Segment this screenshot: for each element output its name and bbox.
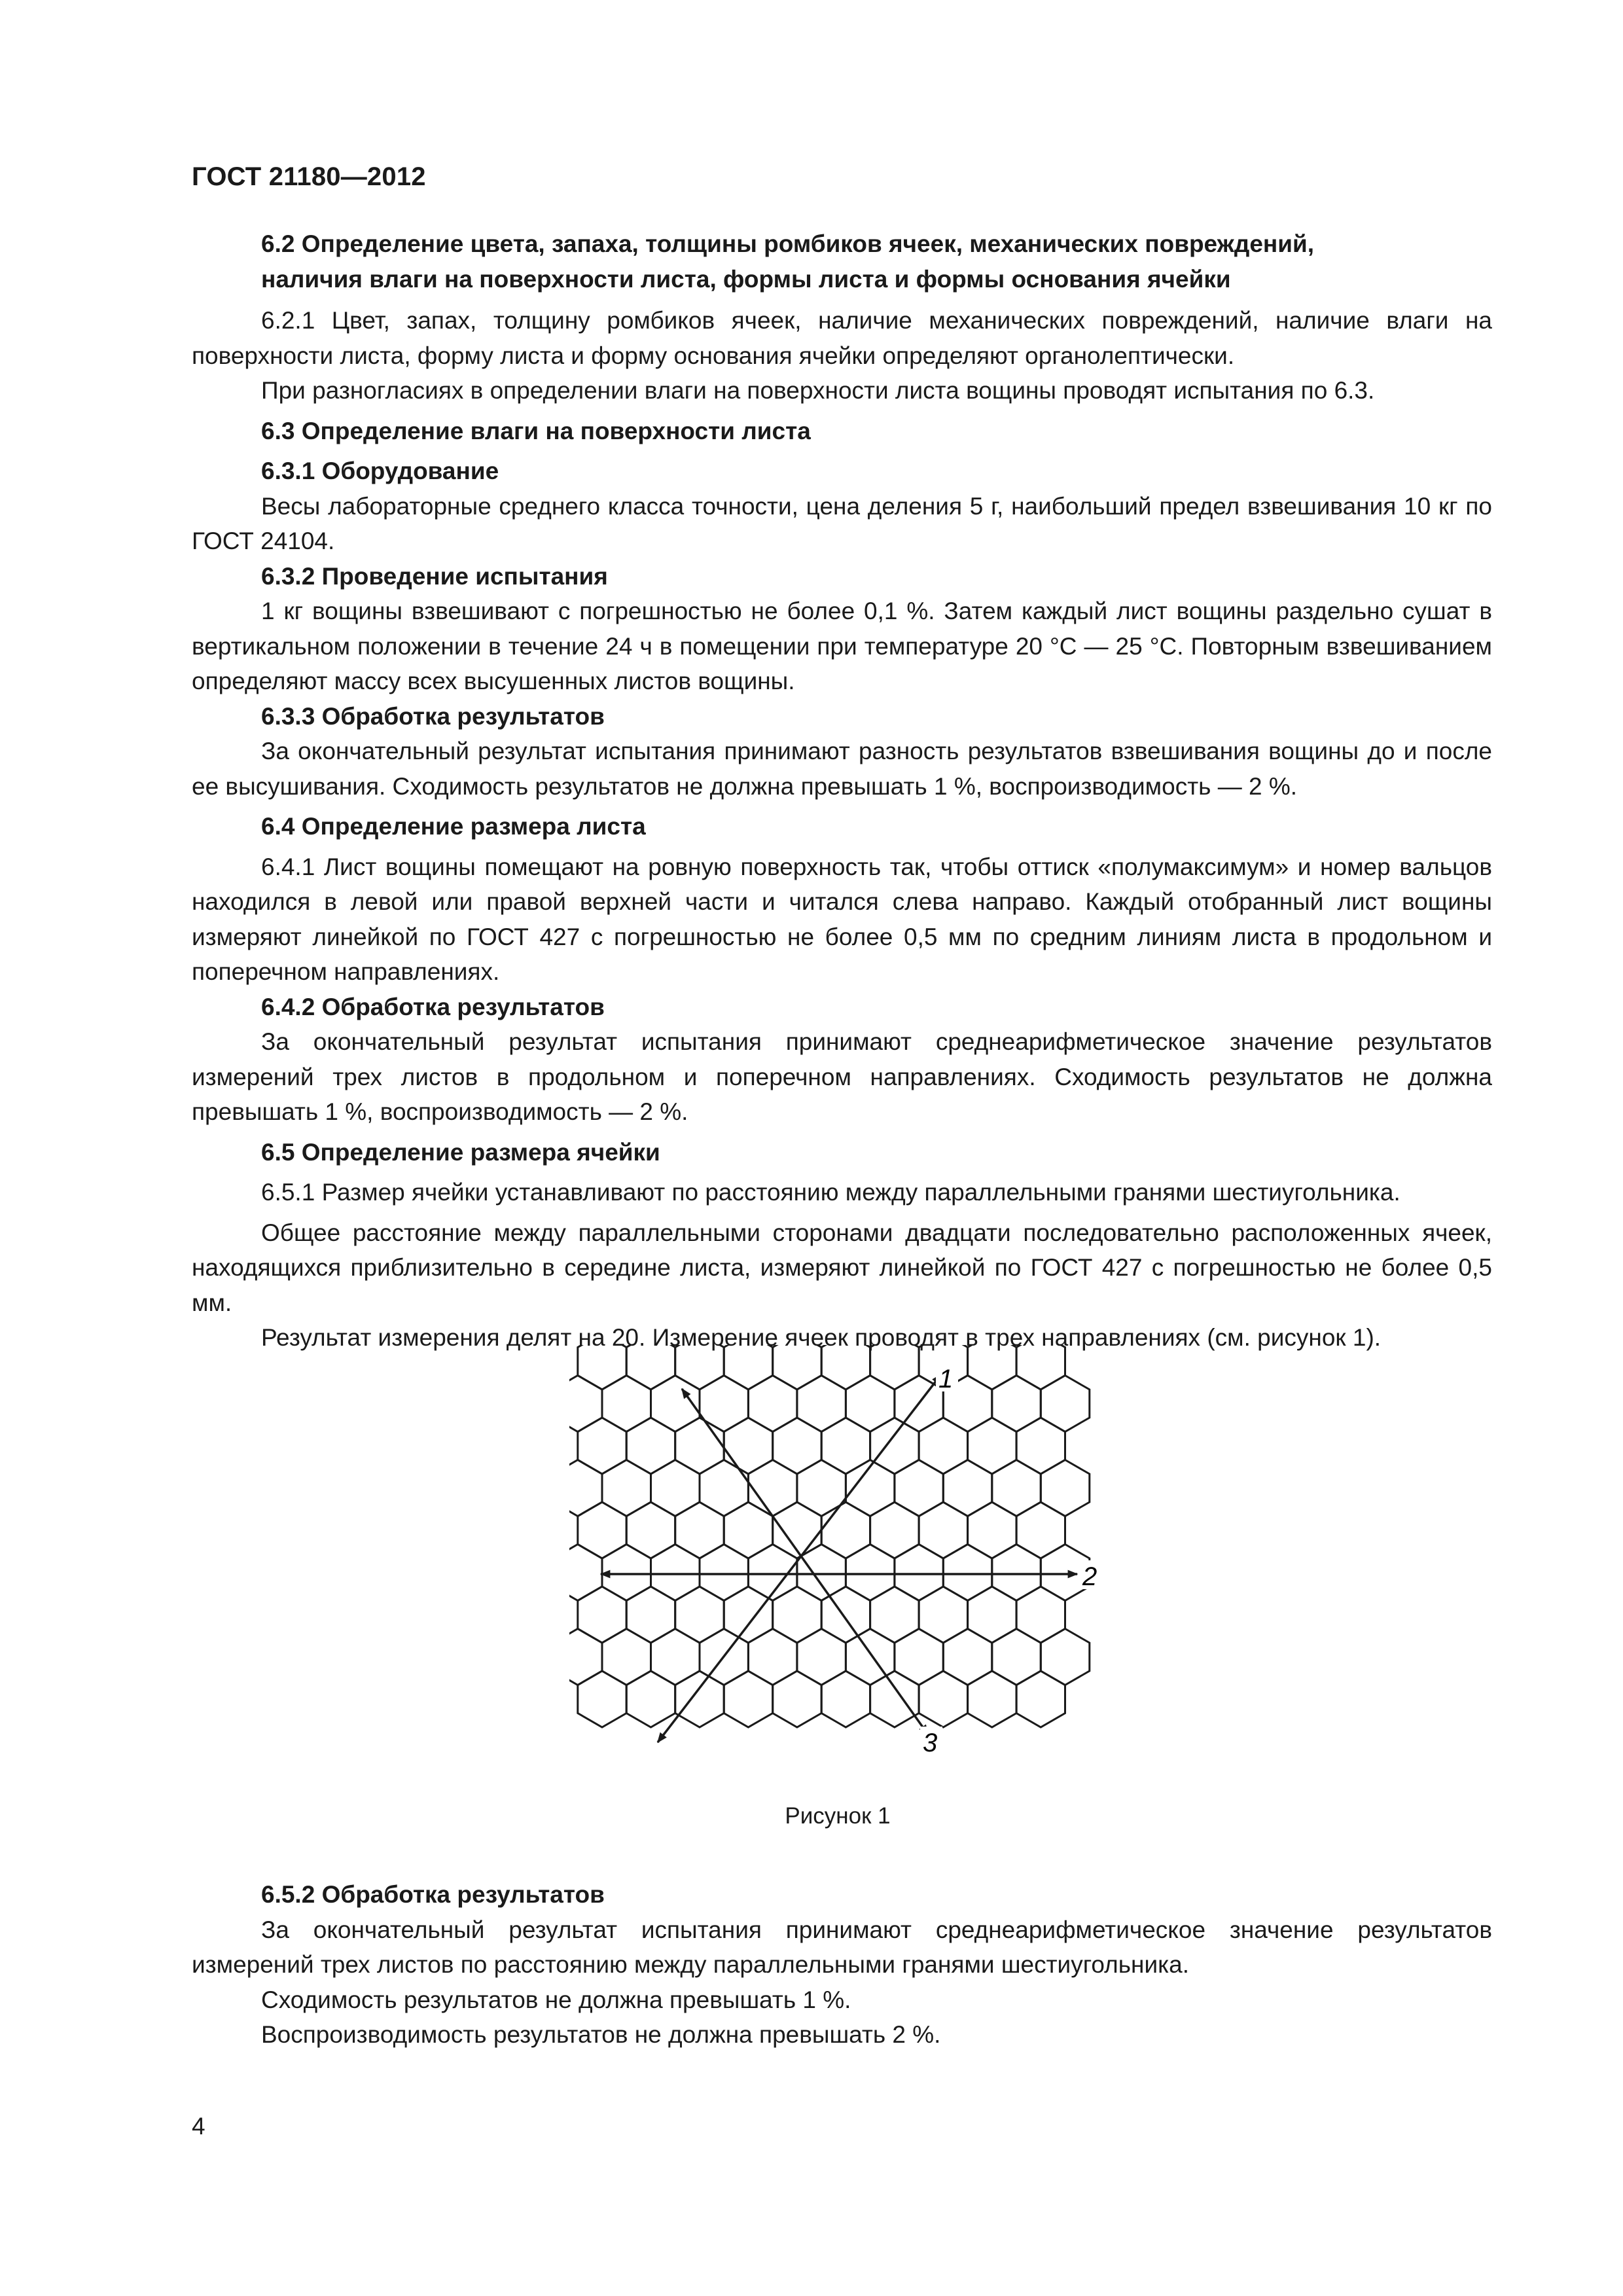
hexagon-cell xyxy=(870,1671,919,1727)
section-6-4-title: 6.4 Определение размера листа xyxy=(261,813,646,840)
hexagon-cell xyxy=(602,1376,651,1432)
hexagon-cell xyxy=(992,1629,1041,1685)
hexagon-cell xyxy=(626,1587,675,1643)
hexagon-cell xyxy=(968,1502,1017,1558)
hexagon-cell xyxy=(578,1587,626,1643)
document-code: ГОСТ 21180—2012 xyxy=(192,162,426,191)
hexagon-cell xyxy=(895,1460,943,1516)
hexagon-cell xyxy=(992,1376,1041,1432)
section-6-5-1-text2: Общее расстояние между параллельными сторонами двадцати последовательно расположенных ячеек, находящихся приблизительно в середине листа, измеряют линейкой по ГОСТ 427 с погрешностью не более 0,5 мм. xyxy=(192,1219,1492,1316)
hexagon-cell xyxy=(919,1502,968,1558)
hexagon-cell xyxy=(1016,1671,1065,1727)
hexagon-cell xyxy=(602,1545,651,1601)
section-6-4-1-text: 6.4.1 Лист вощины помещают на ровную поверхность так, чтобы оттиск «полумаксимум» и номер вальцов находился в левой или правой верхней части и читался слева направо. Каждый отобранный лист вощины измеряют линейкой по ГОСТ 427 с погрешностью не более 0,5 мм по средним линиям листа в продольном и поперечном направлениях. xyxy=(192,853,1492,985)
hexagon-cell xyxy=(1016,1418,1065,1474)
hexagon-cell xyxy=(968,1418,1017,1474)
hexagon-cell xyxy=(724,1335,773,1390)
hexagon-cell xyxy=(626,1335,675,1390)
hexagon-cell xyxy=(675,1335,724,1390)
section-6-5-2-text2: Сходимость результатов не должна превышать 1 %. xyxy=(261,1986,851,2013)
section-6-5-2-text: За окончательный результат испытания принимают среднеарифметическое значение результатов измерений трех листов по расстоянию между параллельными гранями шестиугольника. xyxy=(192,1916,1492,1978)
hexagon-cell xyxy=(1041,1629,1090,1685)
hexagon-cell xyxy=(968,1671,1017,1727)
hexagon-cell xyxy=(651,1629,700,1685)
section-6-4-2-title: 6.4.2 Обработка результатов xyxy=(261,993,605,1020)
hexagon-cell xyxy=(773,1335,822,1390)
hexagon-cell xyxy=(870,1502,919,1558)
section-6-2-title-line1: 6.2 Определение цвета, запаха, толщины ромбиков ячеек, механических повреждений, xyxy=(261,230,1315,257)
section-6-4-2-text: За окончательный результат испытания принимают среднеарифметическое значение результатов измерений трех листов в продольном и поперечном направлениях. Сходимость результатов не должна превышать 1 %, воспроизводимость — 2 %. xyxy=(192,1028,1492,1125)
section-6-3-2-text: 1 кг вощины взвешивают с погрешностью не более 0,1 %. Затем каждый лист вощины раздельно сушат в вертикальном положении в течение 24 ч в помещении при температуре 20 °С — 25 °С. Повторным взвешиванием определяют массу всех высушенных листов вощины. xyxy=(192,598,1492,694)
hexagon-cell xyxy=(919,1418,968,1474)
hexagon-cell xyxy=(602,1460,651,1516)
hexagon-cell xyxy=(578,1335,626,1390)
hexagon-cell xyxy=(675,1502,724,1558)
hexagon-cell xyxy=(773,1587,822,1643)
section-6-5-2-text3: Воспроизводимость результатов не должна превышать 2 %. xyxy=(261,2021,941,2048)
hexagon-grid xyxy=(569,1335,1090,1727)
hexagon-cell xyxy=(821,1335,870,1390)
section-6-5-1-text: 6.5.1 Размер ячейки устанавливают по расстоянию между параллельными гранями шестиугольника. xyxy=(261,1179,1400,1206)
page-number: 4 xyxy=(192,2113,205,2140)
section-6-3-3-title: 6.3.3 Обработка результатов xyxy=(261,702,605,730)
hexagon-cell xyxy=(895,1629,943,1685)
hexagon-cell xyxy=(943,1629,992,1685)
section-6-3-2-title: 6.3.2 Проведение испытания xyxy=(261,562,608,590)
hexagon-cell xyxy=(724,1587,773,1643)
section-6-2-title-line2: наличия влаги на поверхности листа, формы листа и формы основания ячейки xyxy=(261,265,1231,293)
section-6-3-3-text: За окончательный результат испытания принимают разность результатов взвешивания вощины до и после ее высушивания. Сходимость результатов не должна превышать 1 %, воспроизводимость — 2 %. xyxy=(192,738,1492,800)
hexagon-cell xyxy=(578,1502,626,1558)
hexagon-cell xyxy=(846,1545,895,1601)
hexagon-cell xyxy=(821,1671,870,1727)
figure-label-1: 1 xyxy=(938,1365,954,1393)
hexagon-cell xyxy=(700,1545,748,1601)
hexagon-cell xyxy=(569,1376,602,1432)
hexagon-cell xyxy=(968,1587,1017,1643)
hexagon-cell xyxy=(870,1418,919,1474)
hexagon-cell xyxy=(1016,1502,1065,1558)
hexagon-cell xyxy=(724,1671,773,1727)
hexagon-cell xyxy=(797,1376,846,1432)
hexagon-cell xyxy=(1016,1587,1065,1643)
hexagon-cell xyxy=(870,1335,919,1390)
hexagon-cell xyxy=(895,1545,943,1601)
figure-label-3: 3 xyxy=(923,1729,938,1757)
hexagon-cell xyxy=(651,1545,700,1601)
hexagon-cell xyxy=(626,1502,675,1558)
figure-label-2: 2 xyxy=(1082,1562,1097,1591)
hexagon-cell xyxy=(578,1671,626,1727)
hexagon-cell xyxy=(1016,1335,1065,1390)
hexagon-cell xyxy=(992,1545,1041,1601)
hexagon-cell xyxy=(675,1671,724,1727)
hexagon-cell xyxy=(748,1376,797,1432)
hexagon-cell xyxy=(773,1671,822,1727)
hexagon-cell xyxy=(724,1418,773,1474)
hexagon-cell xyxy=(821,1418,870,1474)
hexagon-cell xyxy=(773,1418,822,1474)
hexagon-cell xyxy=(943,1545,992,1601)
hexagon-cell xyxy=(821,1502,870,1558)
hexagon-cell xyxy=(569,1629,602,1685)
hexagon-cell xyxy=(943,1460,992,1516)
section-6-5-title: 6.5 Определение размера ячейки xyxy=(261,1138,660,1166)
section-6-5-2-title: 6.5.2 Обработка результатов xyxy=(261,1881,605,1908)
hexagon-cell xyxy=(846,1376,895,1432)
section-6-2-1-text: 6.2.1 Цвет, запах, толщину ромбиков ячеек, наличие механических повреждений, наличие влаги на поверхности листа, форму листа и форму основания ячейки определяют органолептически. xyxy=(192,307,1492,369)
hexagon-cell xyxy=(700,1460,748,1516)
section-6-5-1-text3: Результат измерения делят на 20. Измерение ячеек проводят в трех направлениях (см. рисунок 1). xyxy=(261,1324,1382,1351)
section-6-2-1-text2: При разногласиях в определении влаги на поверхности листа вощины проводят испытания по 6.3. xyxy=(261,377,1375,404)
text-block-upper xyxy=(192,226,1492,1355)
section-6-3-1-title: 6.3.1 Оборудование xyxy=(261,457,499,484)
hexagon-cell xyxy=(569,1460,602,1516)
hexagon-cell xyxy=(626,1671,675,1727)
hexagon-cell xyxy=(569,1545,602,1601)
honeycomb-figure xyxy=(569,1335,1106,1793)
hexagon-cell xyxy=(602,1629,651,1685)
hexagon-cell xyxy=(797,1629,846,1685)
hexagon-cell xyxy=(578,1418,626,1474)
hexagon-cell xyxy=(651,1460,700,1516)
text-block-lower xyxy=(192,1877,1492,2053)
hexagon-cell xyxy=(919,1671,968,1727)
hexagon-cell xyxy=(870,1587,919,1643)
hexagon-cell xyxy=(968,1335,1017,1390)
hexagon-cell xyxy=(1041,1376,1090,1432)
hexagon-cell xyxy=(748,1460,797,1516)
hexagon-cell xyxy=(675,1587,724,1643)
hexagon-cell xyxy=(675,1418,724,1474)
section-6-3-title: 6.3 Определение влаги на поверхности листа xyxy=(261,417,811,444)
hexagon-cell xyxy=(724,1502,773,1558)
hexagon-cell xyxy=(919,1587,968,1643)
hexagon-cell xyxy=(1041,1460,1090,1516)
hexagon-cell xyxy=(748,1629,797,1685)
section-6-3-1-text: Весы лабораторные среднего класса точности, цена деления 5 г, наибольший предел взвешивания 10 кг по ГОСТ 24104. xyxy=(192,492,1492,554)
figure-caption: Рисунок 1 xyxy=(785,1803,891,1829)
hexagon-cell xyxy=(992,1460,1041,1516)
hexagon-cell xyxy=(626,1418,675,1474)
